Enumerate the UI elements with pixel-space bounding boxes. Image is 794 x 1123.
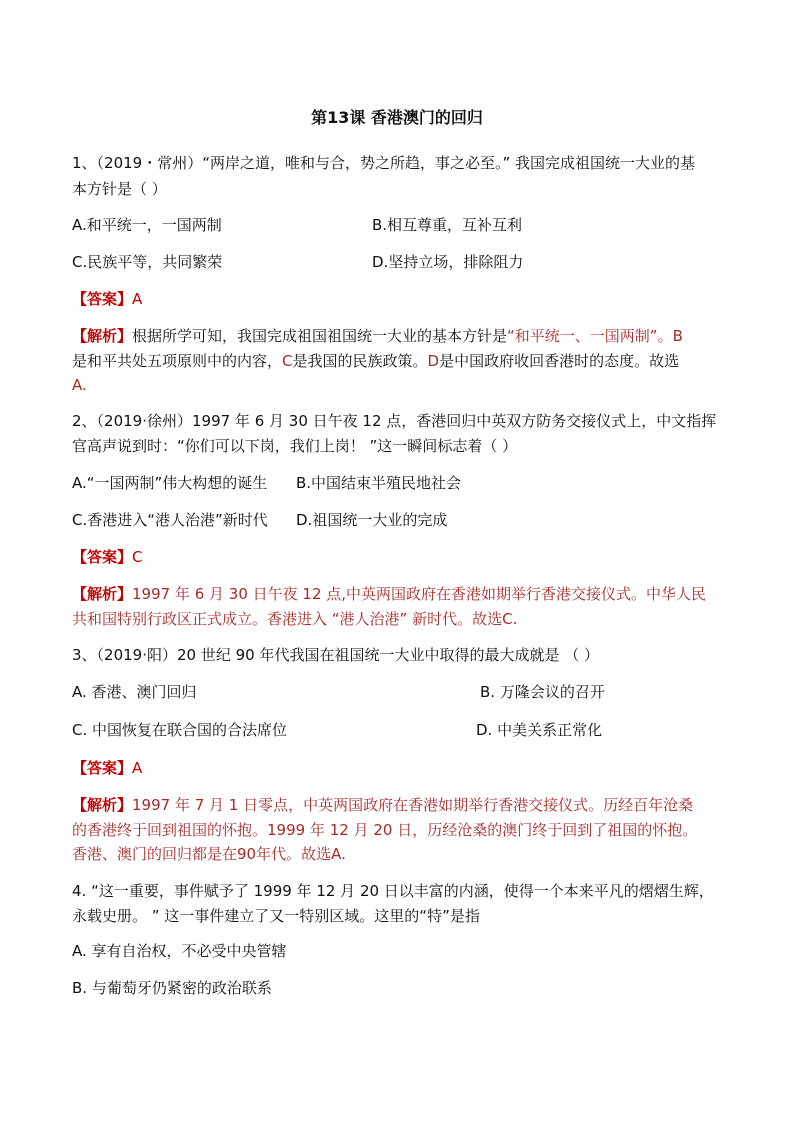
answer-tag: 【答案】 <box>72 759 133 777</box>
q2-option-d: D.祖国统一大业的完成 <box>296 511 448 529</box>
q1-stem-line-2: 本方针是（ ） <box>72 180 167 198</box>
q4-option-a: A. 享有自治权，不必受中央管辖 <box>72 942 287 960</box>
q1-answer <box>72 289 142 309</box>
analysis-tag: 【解析】 <box>72 796 133 814</box>
analysis-tag: 【解析】 <box>72 585 133 603</box>
q1-stem-line-1: 1、（2019・常州）“两岸之道，唯和与合，势之所趋，事之必至。” 我国完成祖国统一大业的基 <box>72 154 696 172</box>
q1-analysis-line-2: 是和平共处五项原则中的内容，C是我国的民族政策。D是中国政府收回香港时的态度。故选 <box>72 352 680 370</box>
q2-answer-value: C <box>132 548 143 566</box>
q1-answer-value: A <box>132 290 143 308</box>
q1-option-d: D.坚持立场，排除阻力 <box>372 253 524 271</box>
q2-analysis-line-2: 共和国特别行政区正式成立。香港进入 “港人治港” 新时代。故选C. <box>72 610 518 628</box>
q1-analysis-line-3: A. <box>72 376 87 394</box>
page-title: 第13课 香港澳门的回归 <box>311 108 483 127</box>
q4-stem-line-1: 4. “这一重要，事件赋予了 1999 年 12 月 20 日以丰富的内涵，使得一个本来平凡的熠熠生辉， <box>72 882 714 900</box>
answer-tag: 【答案】 <box>72 548 133 566</box>
q2-stem-line-1: 2、（2019·徐州）1997 年 6 月 30 日午夜 12 点，香港回归中英双方防务交接仪式上，中文指挥 <box>72 412 717 430</box>
q3-analysis-line-2: 的香港终于回到祖国的怀抱。1999 年 12 月 20 日，历经沧桑的澳门终于回到了祖国的怀抱。 <box>72 821 698 839</box>
q3-stem-line-1: 3、（2019·阳）20 世纪 90 年代我国在祖国统一大业中取得的最大成就是 （ ） <box>72 646 600 664</box>
q2-stem-line-2: 官高声说到时：“你们可以下岗，我们上岗！ ”这一瞬间标志着（ ） <box>72 437 518 455</box>
q1-option-b: B.相互尊重，互补互利 <box>372 216 523 234</box>
q1-analysis-line-1: 【解析】根据所学可知，我国完成祖国祖国统一大业的基本方针是“和平统一、一国两制”。B <box>72 327 683 345</box>
q3-analysis-line-1: 【解析】1997 年 7 月 1 日零点，中英两国政府在香港如期举行香港交接仪式。历经百年沧桑 <box>72 796 694 814</box>
q2-option-a: A.“一国两制”伟大构想的诞生 <box>72 474 268 492</box>
q3-analysis-line-3: 香港、澳门的回归都是在90年代。故选A. <box>72 845 346 863</box>
q2-option-c: C.香港进入“港人治港”新时代 <box>72 511 268 529</box>
q1-option-a: A.和平统一，一国两制 <box>72 216 222 234</box>
q3-answer <box>72 758 142 778</box>
q3-option-b: B. 万隆会议的召开 <box>480 683 605 701</box>
q2-option-b: B.中国结束半殖民地社会 <box>296 474 462 492</box>
q3-answer-value: A <box>132 759 143 777</box>
analysis-tag: 【解析】 <box>72 327 133 345</box>
q2-analysis-line-1: 【解析】1997 年 6 月 30 日午夜 12 点,中英两国政府在香港如期举行香港交接仪式。中华人民 <box>72 585 707 603</box>
answer-tag: 【答案】 <box>72 290 133 308</box>
q3-option-a: A. 香港、澳门回归 <box>72 683 197 701</box>
q4-stem-line-2: 永载史册。 ” 这一事件建立了又一特别区域。这里的“特”是指 <box>72 907 480 925</box>
q3-option-d: D. 中美关系正常化 <box>476 721 603 739</box>
q2-answer <box>72 547 143 567</box>
q1-option-c: C.民族平等，共同繁荣 <box>72 253 223 271</box>
q3-option-c: C. 中国恢复在联合国的合法席位 <box>72 721 288 739</box>
q4-option-b: B. 与葡萄牙仍紧密的政治联系 <box>72 979 272 997</box>
